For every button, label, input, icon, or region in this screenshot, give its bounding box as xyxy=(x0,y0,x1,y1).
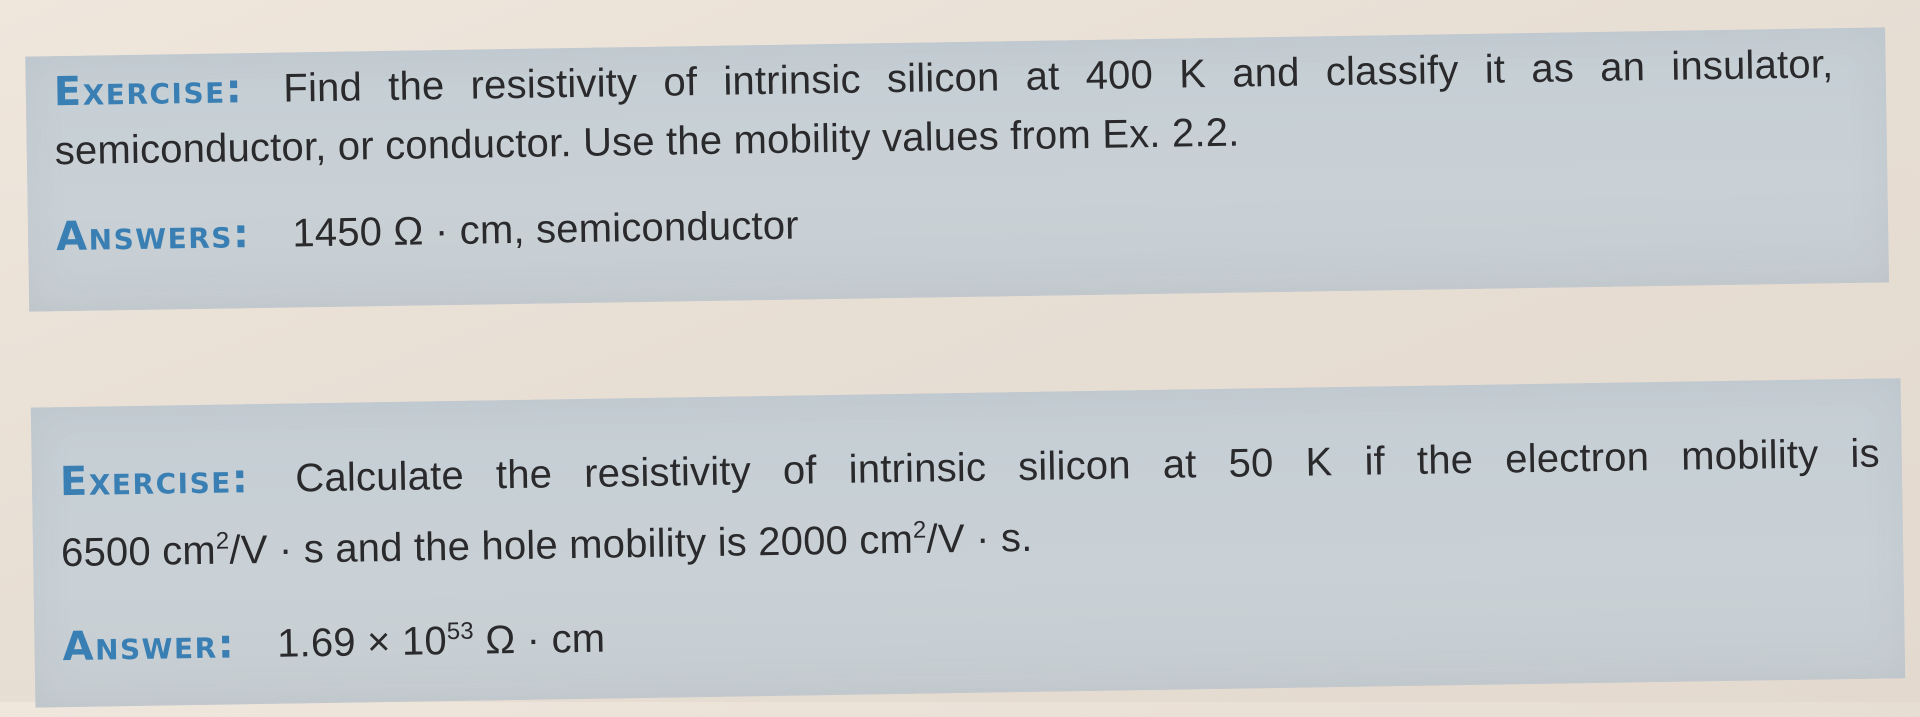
exercise-1-word: 400 xyxy=(1085,52,1154,98)
exercise-1-word: at xyxy=(1025,54,1060,99)
exercise-1-answer-value: 1450 Ω · cm, semiconductor xyxy=(292,203,800,256)
exercise-1-answer-label: Answers: xyxy=(55,211,251,261)
exercise-1-word: intrinsic xyxy=(723,57,862,104)
exercise-2-line-2-part-3: /V · s. xyxy=(926,515,1033,562)
exercise-2-word: electron xyxy=(1504,435,1650,482)
exercise-1-word: the xyxy=(387,64,445,109)
exercise-2-word: if xyxy=(1364,439,1386,484)
exercise-2-answer-label: Answer: xyxy=(62,621,236,671)
exercise-1-word: as xyxy=(1530,46,1575,91)
exercise-2-word: 50 xyxy=(1228,441,1274,486)
exercise-2-word: resistivity xyxy=(583,449,752,496)
exercise-2-word: Calculate xyxy=(294,453,465,501)
exercise-2-word: the xyxy=(495,452,553,498)
exercise-2-answer-line xyxy=(62,616,605,671)
exercise-1-word: it xyxy=(1484,47,1506,92)
exercise-2-word: intrinsic xyxy=(848,445,987,492)
exercise-2-word: of xyxy=(782,448,818,493)
exercise-1-word: classify xyxy=(1325,48,1459,95)
exercise-2-label: Exercise: xyxy=(59,456,250,506)
exercise-1-word: K xyxy=(1178,52,1207,97)
exercise-1-word: silicon xyxy=(886,55,1000,102)
exercise-2-exponent-2: 2 xyxy=(912,516,927,544)
exercise-2-word: the xyxy=(1416,437,1474,483)
exercise-1-word: insulator, xyxy=(1670,42,1834,89)
exercise-2-answer-mantissa: 1.69 × 10 xyxy=(276,619,448,666)
exercise-2-line-2-part-2: /V · s and the hole mobility is 2000 cm xyxy=(229,517,914,573)
exercise-1-line-2: semiconductor, or conductor. Use the mobility values from Ex. 2.2. xyxy=(54,110,1240,174)
exercise-2-word: at xyxy=(1162,442,1197,487)
exercise-2-word: silicon xyxy=(1017,443,1132,490)
exercise-1-word: resistivity xyxy=(470,61,638,108)
exercise-1-word: Find xyxy=(283,65,363,111)
exercise-2-answer-unit: Ω · cm xyxy=(473,616,606,663)
exercise-2-exponent-1: 2 xyxy=(215,527,230,555)
exercise-1-word: of xyxy=(663,60,698,105)
exercise-1-word: and xyxy=(1231,50,1300,96)
exercise-1-word: an xyxy=(1599,45,1646,90)
exercise-2-answer-exponent: 53 xyxy=(446,617,475,646)
exercise-2-line-2-part-1: 6500 cm xyxy=(60,528,217,576)
exercise-2-word: mobility xyxy=(1680,432,1819,479)
exercise-1-label: Exercise: xyxy=(53,66,244,116)
exercise-2-word: is xyxy=(1850,431,1881,477)
exercise-2-word: K xyxy=(1305,440,1333,485)
